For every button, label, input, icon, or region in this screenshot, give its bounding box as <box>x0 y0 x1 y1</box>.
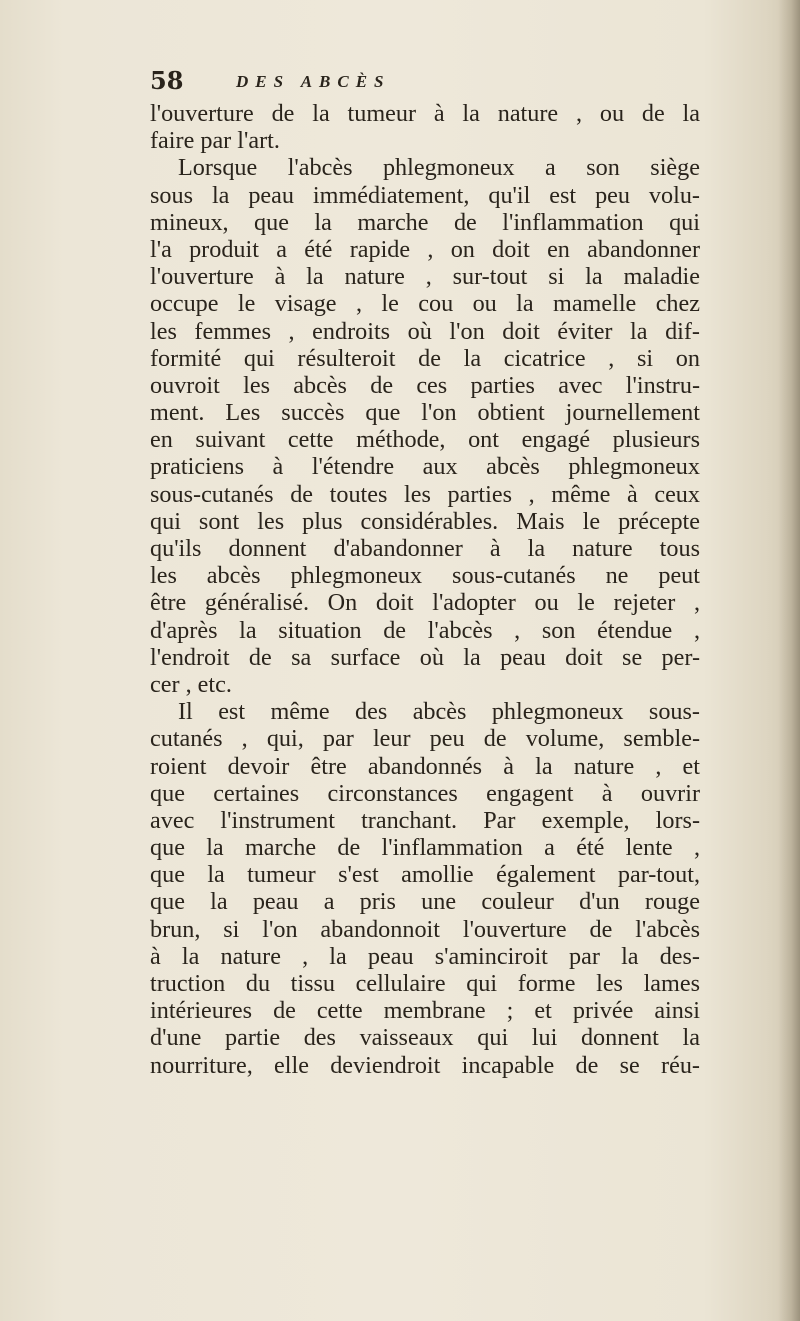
text-line: à la nature , la peau s'aminciroit par la des- <box>150 942 700 970</box>
text-line: d'après la situation de l'abcès , son étendue , <box>150 616 700 644</box>
text-line: les abcès phlegmoneux sous-cutanés ne peut <box>150 562 700 590</box>
text-line: l'endroit de sa surface où la peau doit se per- <box>150 643 700 671</box>
text-line: cutanés , qui, par leur peu de volume, semble- <box>150 725 700 753</box>
text-line: brun, si l'on abandonnoit l'ouverture de l'abcès <box>150 915 700 943</box>
text-line: praticiens à l'étendre aux abcès phlegmoneux <box>150 453 700 481</box>
text-line: en suivant cette méthode, ont engagé plusieurs <box>150 426 700 454</box>
page-header <box>150 66 710 100</box>
text-line: que la peau a pris une couleur d'un rouge <box>150 888 700 916</box>
text-line: sous la peau immédiatement, qu'il est peu volu- <box>150 181 700 209</box>
text-line: ment. Les succès que l'on obtient journellement <box>150 399 700 427</box>
paragraph-start-line: Lorsque l'abcès phlegmoneux a son siège <box>178 154 700 182</box>
text-line: sous-cutanés de toutes les parties , même à ceux <box>150 480 700 508</box>
text-line: l'ouverture de la tumeur à la nature , ou de la <box>150 100 700 127</box>
text-line: intérieures de cette membrane ; et privée ainsi <box>150 997 700 1025</box>
text-line: que la tumeur s'est amollie également par-tout, <box>150 861 700 889</box>
text-line: qui sont les plus considérables. Mais le précepte <box>150 507 700 535</box>
text-line: que certaines circonstances engagent à ouvrir <box>150 779 700 807</box>
text-line: avec l'instrument tranchant. Par exemple, lors- <box>150 806 700 834</box>
text-line: d'une partie des vaisseaux qui lui donnent la <box>150 1024 700 1052</box>
text-line: qu'ils donnent d'abandonner à la nature tous <box>150 535 700 562</box>
text-line: être généralisé. On doit l'adopter ou le rejeter , <box>150 589 700 617</box>
page-number: 58 <box>150 66 184 95</box>
text-line: que la marche de l'inflammation a été lente , <box>150 834 700 862</box>
text-line: nourriture, elle deviendroit incapable de se réu- <box>150 1051 700 1079</box>
binding-shadow <box>778 0 800 1321</box>
text-line: occupe le visage , le cou ou la mamelle chez <box>150 290 700 318</box>
text-line: l'a produit a été rapide , on doit en abandonner <box>150 235 700 263</box>
text-line: ouvroit les abcès de ces parties avec l'instru- <box>150 371 700 399</box>
text-line: faire par l'art. <box>150 127 280 155</box>
text-line: cer , etc. <box>150 670 232 698</box>
running-head: DES ABCÈS <box>236 72 391 91</box>
text-line: formité qui résulteroit de la cicatrice , si on <box>150 344 700 372</box>
text-line: l'ouverture à la nature , sur-tout si la maladie <box>150 263 700 291</box>
text-line: truction du tissu cellulaire qui forme les lames <box>150 970 700 997</box>
paragraph-start-line: Il est même des abcès phlegmoneux sous- <box>178 698 700 726</box>
text-line: roient devoir être abandonnés à la nature , et <box>150 752 700 780</box>
body-text <box>150 100 700 1079</box>
text-line: mineux, que la marche de l'inflammation qui <box>150 208 700 236</box>
text-line: les femmes , endroits où l'on doit éviter la dif- <box>150 317 700 345</box>
